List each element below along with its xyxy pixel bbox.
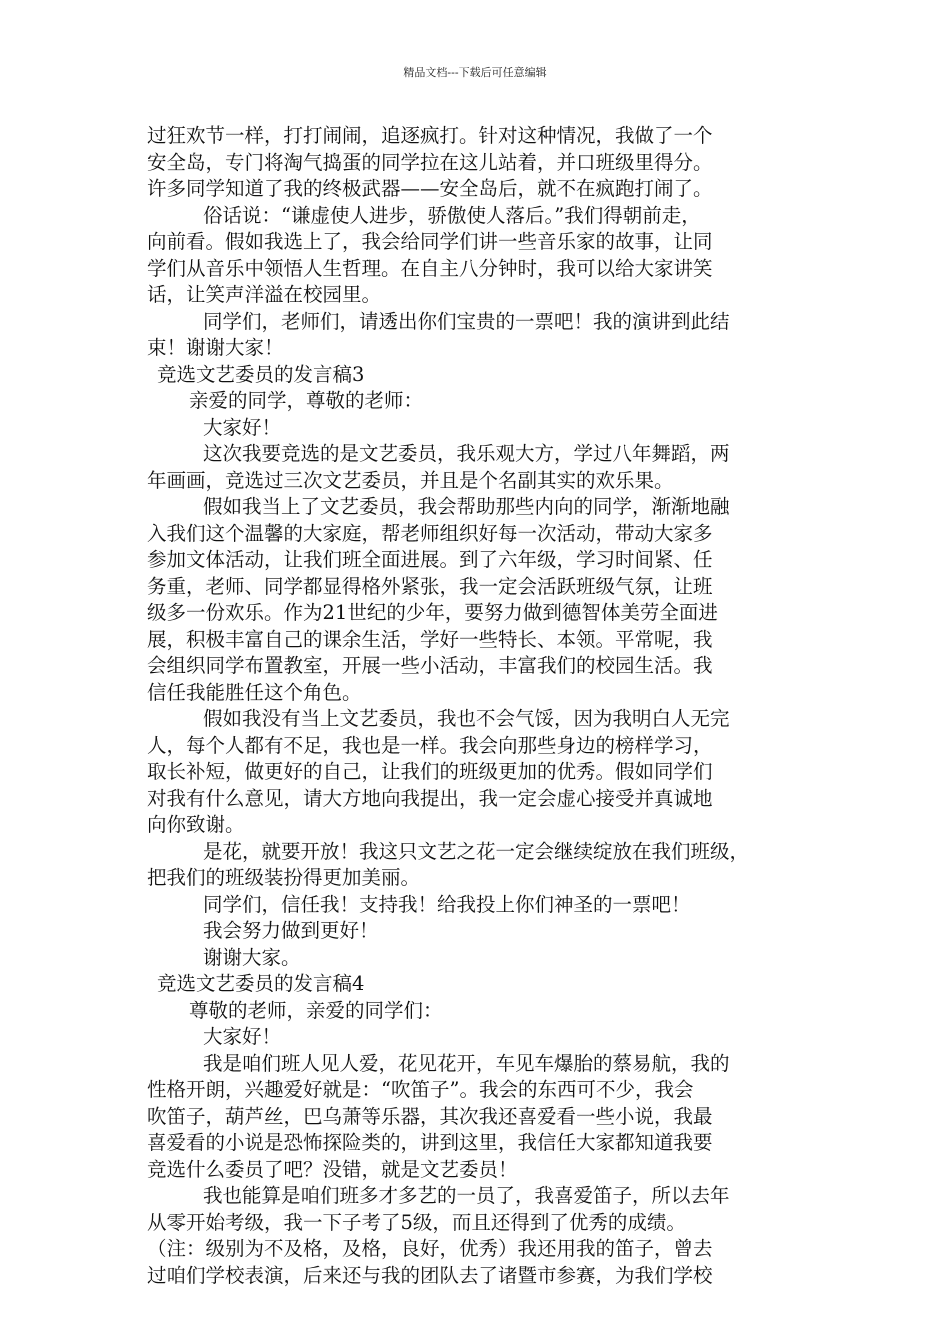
text-line: 喜爱看的小说是恐怖探险类的，讲到这里，我信任大家都知道我要 [147, 1131, 713, 1154]
text-line: （注：级别为不及格，及格，良好，优秀）我还用我的笛子，曾去 [147, 1237, 713, 1260]
text-line: 入我们这个温馨的大家庭，帮老师组织好每一次活动，带动大家多 [147, 521, 713, 545]
text-line: 大家好！ [203, 1025, 282, 1048]
text-line: 人，每个人都有不足，我也是一样。我会向那些身边的榜样学习， [147, 733, 713, 757]
text-line: 对我有什么意见，请大方地向我提出，我一定会虚心接受并真诚地 [147, 786, 713, 810]
text-line: 年画画，竞选过三次文艺委员，并且是个名副其实的欢乐果。 [147, 468, 674, 492]
text-line: 亲爱的同学，尊敬的老师： [189, 389, 424, 412]
text-line: 束！谢谢大家！ [147, 336, 284, 359]
text-line: 话，让笑声洋溢在校园里。 [147, 283, 382, 306]
text-line: 性格开朗，兴趣爱好就是：“吹笛子”。我会的东西可不少，我会 [147, 1078, 694, 1101]
text-line: 大家好！ [203, 415, 282, 439]
text-line: 向前看。假如我选上了，我会给同学们讲一些音乐家的故事，让同 [147, 230, 713, 253]
text-line: 务重，老师、同学都显得格外紧张，我一定会活跃班级气氛，让班 [147, 574, 713, 598]
text-line: 学们从音乐中领悟人生哲理。在自主八分钟时，我可以给大家讲笑 [147, 256, 713, 280]
text-line: 吹笛子，葫芦丝，巴乌萧等乐器，其次我还喜爱看一些小说，我最 [147, 1104, 713, 1128]
text-line: 过狂欢节一样，打打闹闹，追逐疯打。针对这种情况，我做了一个 [147, 124, 713, 147]
text-line: 信任我能胜任这个角色。 [147, 680, 362, 704]
text-line: 我会努力做到更好！ [203, 919, 379, 942]
text-line: 会组织同学布置教室，开展一些小活动，丰富我们的校园生活。我 [147, 654, 713, 677]
text-line: 是花，就要开放！我这只文艺之花一定会继续绽放在我们班级， [203, 839, 750, 863]
text-line: 许多同学知道了我的终极武器——安全岛后，就不在疯跑打闹了。 [147, 177, 713, 200]
text-line: 竞选文艺委员的发言稿3 [157, 362, 365, 386]
text-line: 安全岛，专门将淘气捣蛋的同学拉在这儿站着，并口班级里得分。 [147, 150, 713, 174]
text-line: 把我们的班级装扮得更加美丽。 [147, 866, 421, 889]
document-body [147, 123, 819, 1289]
text-line: 竞选什么委员了吧？没错，就是文艺委员！ [147, 1157, 518, 1181]
text-line: 谢谢大家。 [203, 945, 301, 969]
text-line: 参加文体活动，让我们班全面进展。到了六年级，学习时间紧、任 [147, 548, 713, 571]
text-line: 假如我没有当上文艺委员，我也不会气馁，因为我明白人无完 [203, 707, 730, 730]
text-line: 我是咱们班人见人爱，花见花开，车见车爆胎的蔡易航，我的 [203, 1051, 730, 1075]
text-line: 同学们，老师们，请透出你们宝贵的一票吧！我的演讲到此结 [203, 309, 730, 333]
text-line: 展，积极丰富自己的课余生活，学好一些特长、本领。平常呢，我 [147, 627, 713, 651]
text-line: 从零开始考级，我一下子考了5级，而且还得到了优秀的成绩。 [147, 1210, 686, 1234]
text-line: 假如我当上了文艺委员，我会帮助那些内向的同学，渐渐地融 [203, 495, 730, 518]
text-line: 我也能算是咱们班多才多艺的一员了，我喜爱笛子，所以去年 [203, 1184, 730, 1207]
text-line: 这次我要竞选的是文艺委员，我乐观大方，学过八年舞蹈，两 [203, 442, 730, 465]
text-line: 向你致谢。 [147, 813, 245, 836]
text-line: 过咱们学校表演，后来还与我的团队去了诸暨市参赛，为我们学校 [147, 1263, 713, 1287]
text-line: 俗话说：“谦虚使人进步，骄傲使人落后。”我们得朝前走， [203, 203, 701, 227]
text-line: 尊敬的老师，亲爱的同学们： [189, 998, 443, 1022]
page-header: 精品文档---下载后可任意编辑 [403, 66, 547, 79]
text-line: 级多一份欢乐。作为21世纪的少年，要努力做到德智体美劳全面进 [147, 601, 718, 624]
text-line: 取长补短，做更好的自己，让我们的班级更加的优秀。假如同学们 [147, 760, 713, 783]
text-line: 竞选文艺委员的发言稿4 [157, 972, 365, 995]
text-line: 同学们，信任我！支持我！给我投上你们神圣的一票吧！ [203, 892, 691, 916]
